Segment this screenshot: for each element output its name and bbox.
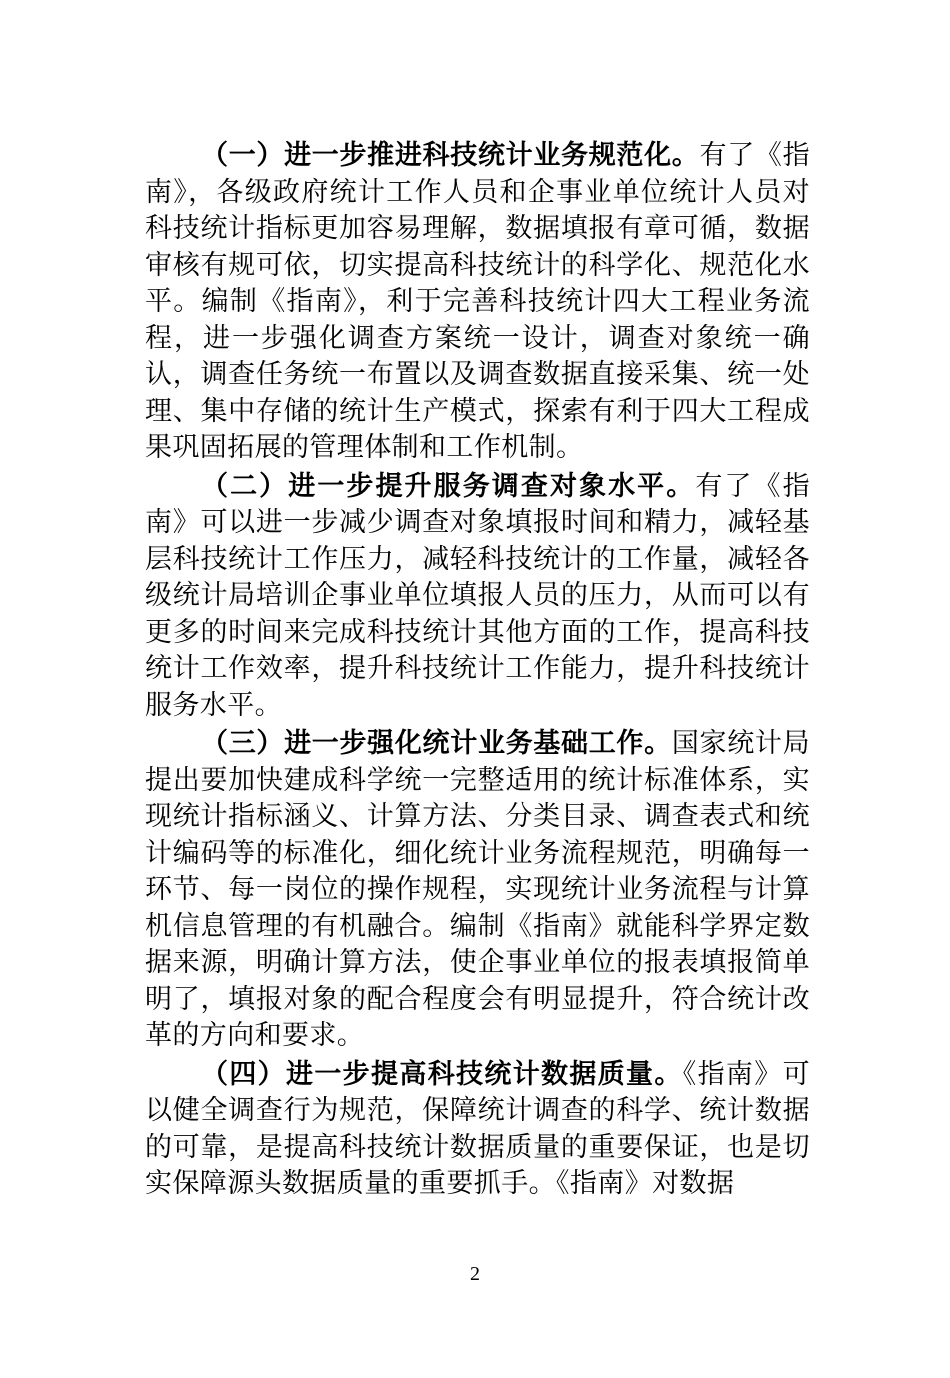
paragraph-2	[145, 469, 810, 725]
paragraph-3	[145, 726, 810, 1055]
paragraph-heading: （三）进一步强化统计业务基础工作。	[201, 728, 672, 759]
document-body	[145, 138, 810, 1205]
paragraph-text: 有了《指南》，各级政府统计工作人员和企事业单位统计人员对科技统计指标更加容易理解，数据填报有章可循，数据审核有规可依，切实提高科技统计的科学化、规范化水平。编制《指南》，利于完善科技统计四大工程业务流程，进一步强化调查方案统一设计，调查对象统一确认，调查任务统一布置以及调查数据直接采集、统一处理、集中存储的统计生产模式，探索有利于四大工程成果巩固拓展的管理体制和工作机制。	[145, 140, 810, 463]
paragraph-heading: （一）进一步推进科技统计业务规范化。	[201, 140, 700, 171]
paragraph-heading: （四）进一步提高科技统计数据质量。	[201, 1058, 683, 1090]
paragraph-text: 国家统计局提出要加快建成科学统一完整适用的统计标准体系，实现统计指标涵义、计算方法、分类目录、调查表式和统计编码等的标准化，细化统计业务流程规范，明确每一环节、每一岗位的操作规程，实现统计业务流程与计算机信息管理的有机融合。编制《指南》就能科学界定数据来源，明确计算方法，使企事业单位的报表填报简单明了，填报对象的配合程度会有明显提升，符合统计改革的方向和要求。	[145, 728, 810, 1051]
paragraph-text: 有了《指南》可以进一步减少调查对象填报时间和精力，减轻基层科技统计工作压力，减轻科技统计的工作量，减轻各级统计局培训企事业单位填报人员的压力，从而可以有更多的时间来完成科技统计其他方面的工作，提高科技统计工作效率，提升科技统计工作能力，提升科技统计服务水平。	[145, 470, 810, 721]
paragraph-1	[145, 138, 810, 467]
paragraph-4	[145, 1057, 810, 1203]
page-number: 2	[470, 1263, 480, 1285]
paragraph-text: 《指南》可以健全调查行为规范，保障统计调查的科学、统计数据的可靠，是提高科技统计数据质量的重要保证，也是切实保障源头数据质量的重要抓手。《指南》对数据	[145, 1058, 810, 1199]
paragraph-heading: （二）进一步提升服务调查对象水平。	[201, 470, 696, 502]
